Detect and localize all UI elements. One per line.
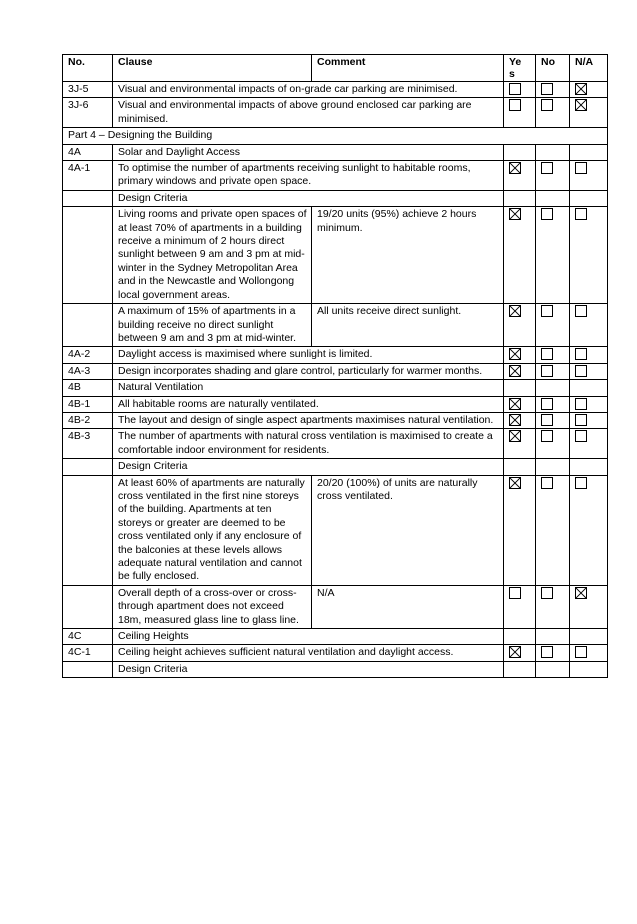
checkbox-no[interactable]: [541, 430, 553, 442]
checkbox-na[interactable]: [575, 99, 587, 111]
clause-row: [63, 363, 608, 379]
empty-cell: [504, 380, 536, 396]
checkbox-cell-yes: [504, 412, 536, 428]
col-header-comment: Comment: [312, 55, 504, 82]
checkbox-cell-yes: [504, 207, 536, 304]
criteria-text: At least 60% of apartments are naturally cross ventilated in the first nine storeys of the building. Apartments at ten storeys or greater are deemed to be cross ventilated only if any enclosure of the balconies at these levels allows adequate natural ventilation and cannot be fully enclosed.: [113, 475, 312, 585]
empty-cell: [570, 144, 608, 160]
clause-text: Ceiling height achieves sufficient natural ventilation and daylight access.: [113, 645, 504, 661]
checkbox-cell-na: [570, 161, 608, 191]
checkbox-yes[interactable]: [509, 365, 521, 377]
clause-text: Daylight access is maximised where sunlight is limited.: [113, 347, 504, 363]
section-heading-row: [63, 380, 608, 396]
col-header-na: N/A: [570, 55, 608, 82]
empty-cell: [504, 629, 536, 645]
checkbox-cell-yes: [504, 82, 536, 98]
empty-cell: [504, 190, 536, 206]
clause-text: Visual and environmental impacts of above ground enclosed car parking are minimised.: [113, 98, 504, 128]
checkbox-cell-na: [570, 475, 608, 585]
checkbox-cell-yes: [504, 645, 536, 661]
checkbox-cell-yes: [504, 363, 536, 379]
checkbox-na[interactable]: [575, 365, 587, 377]
criteria-text: Living rooms and private open spaces of at least 70% of apartments in a building receive a minimum of 2 hours direct sunlight between 9 am and 3 pm at mid-winter in the Sydney Metropolitan Area and in the Newcastle and Wollongong local government areas.: [113, 207, 312, 304]
criteria-text: A maximum of 15% of apartments in a building receive no direct sunlight between 9 am and 3 pm at mid-winter.: [113, 304, 312, 347]
checkbox-cell-na: [570, 396, 608, 412]
clause-row: [63, 347, 608, 363]
checkbox-cell-na: [570, 429, 608, 459]
checkbox-yes[interactable]: [509, 99, 521, 111]
criteria-comment: All units receive direct sunlight.: [312, 304, 504, 347]
checkbox-na[interactable]: [575, 83, 587, 95]
design-criteria-row: [63, 190, 608, 206]
design-criteria-row: [63, 459, 608, 475]
clause-row: [63, 645, 608, 661]
checkbox-cell-no: [536, 347, 570, 363]
clause-number: 4C-1: [63, 645, 113, 661]
checkbox-yes[interactable]: [509, 348, 521, 360]
checkbox-cell-no: [536, 82, 570, 98]
checkbox-cell-yes: [504, 161, 536, 191]
section-number: 4C: [63, 629, 113, 645]
checkbox-cell-na: [570, 207, 608, 304]
empty-cell: [504, 144, 536, 160]
empty-cell: [570, 661, 608, 677]
checkbox-yes[interactable]: [509, 477, 521, 489]
checkbox-cell-no: [536, 585, 570, 628]
checkbox-na[interactable]: [575, 587, 587, 599]
criteria-row: [63, 207, 608, 304]
checkbox-cell-na: [570, 98, 608, 128]
criteria-comment: 20/20 (100%) of units are naturally cross ventilated.: [312, 475, 504, 585]
checkbox-cell-na: [570, 645, 608, 661]
checkbox-cell-na: [570, 363, 608, 379]
checkbox-no[interactable]: [541, 587, 553, 599]
compliance-table: [62, 54, 608, 678]
checkbox-no[interactable]: [541, 162, 553, 174]
clause-number: 4B-1: [63, 396, 113, 412]
checkbox-cell-yes: [504, 304, 536, 347]
section-title: Solar and Daylight Access: [113, 144, 504, 160]
clause-text: To optimise the number of apartments receiving sunlight to habitable rooms, primary windows and private open space.: [113, 161, 504, 191]
criteria-row: [63, 475, 608, 585]
empty-cell: [504, 661, 536, 677]
clause-number: 4A-1: [63, 161, 113, 191]
clause-row: [63, 161, 608, 191]
criteria-text: Overall depth of a cross-over or cross-through apartment does not exceed 18m, measured glass line to glass line.: [113, 585, 312, 628]
clause-row: [63, 429, 608, 459]
clause-row: [63, 98, 608, 128]
checkbox-na[interactable]: [575, 414, 587, 426]
checkbox-yes[interactable]: [509, 646, 521, 658]
empty-cell: [536, 190, 570, 206]
clause-text: All habitable rooms are naturally ventilated.: [113, 396, 504, 412]
checkbox-no[interactable]: [541, 83, 553, 95]
empty-cell: [63, 661, 113, 677]
checkbox-cell-no: [536, 207, 570, 304]
empty-cell: [536, 661, 570, 677]
empty-cell: [536, 144, 570, 160]
checkbox-cell-na: [570, 412, 608, 428]
checkbox-cell-yes: [504, 475, 536, 585]
clause-text: Design incorporates shading and glare control, particularly for warmer months.: [113, 363, 504, 379]
checkbox-na[interactable]: [575, 305, 587, 317]
clause-number: 3J-5: [63, 82, 113, 98]
checkbox-no[interactable]: [541, 414, 553, 426]
empty-cell: [570, 380, 608, 396]
clause-number: 4A-3: [63, 363, 113, 379]
checkbox-no[interactable]: [541, 348, 553, 360]
empty-cell: [63, 459, 113, 475]
section-heading-row: [63, 144, 608, 160]
clause-text: Visual and environmental impacts of on-grade car parking are minimised.: [113, 82, 504, 98]
checkbox-cell-na: [570, 82, 608, 98]
checkbox-yes[interactable]: [509, 587, 521, 599]
section-title: Natural Ventilation: [113, 380, 504, 396]
checkbox-na[interactable]: [575, 398, 587, 410]
section-number: 4B: [63, 380, 113, 396]
design-criteria-row: [63, 661, 608, 677]
checkbox-cell-no: [536, 412, 570, 428]
clause-number: 3J-6: [63, 98, 113, 128]
clause-row: [63, 412, 608, 428]
design-criteria-label: Design Criteria: [113, 459, 504, 475]
checkbox-yes[interactable]: [509, 162, 521, 174]
col-header-clause: Clause: [113, 55, 312, 82]
checkbox-no[interactable]: [541, 477, 553, 489]
part-heading: Part 4 – Designing the Building: [63, 128, 608, 144]
checkbox-yes[interactable]: [509, 398, 521, 410]
design-criteria-label: Design Criteria: [113, 661, 504, 677]
checkbox-na[interactable]: [575, 430, 587, 442]
section-number: 4A: [63, 144, 113, 160]
checkbox-cell-yes: [504, 98, 536, 128]
clause-text: The layout and design of single aspect apartments maximises natural ventilation.: [113, 412, 504, 428]
checkbox-yes[interactable]: [509, 414, 521, 426]
empty-cell: [63, 190, 113, 206]
checkbox-cell-no: [536, 363, 570, 379]
empty-cell: [536, 629, 570, 645]
checkbox-na[interactable]: [575, 208, 587, 220]
empty-cell: [536, 380, 570, 396]
clause-number: 4B-3: [63, 429, 113, 459]
empty-cell: [63, 475, 113, 585]
clause-number: 4A-2: [63, 347, 113, 363]
checkbox-cell-no: [536, 645, 570, 661]
clause-row: [63, 396, 608, 412]
checkbox-yes[interactable]: [509, 83, 521, 95]
empty-cell: [63, 585, 113, 628]
checkbox-yes[interactable]: [509, 208, 521, 220]
checkbox-cell-na: [570, 304, 608, 347]
checkbox-na[interactable]: [575, 348, 587, 360]
checkbox-cell-no: [536, 396, 570, 412]
criteria-comment: N/A: [312, 585, 504, 628]
empty-cell: [536, 459, 570, 475]
checkbox-cell-no: [536, 304, 570, 347]
checkbox-na[interactable]: [575, 646, 587, 658]
empty-cell: [504, 459, 536, 475]
empty-cell: [63, 207, 113, 304]
clause-number: 4B-2: [63, 412, 113, 428]
empty-cell: [63, 304, 113, 347]
checkbox-cell-yes: [504, 347, 536, 363]
checkbox-cell-na: [570, 347, 608, 363]
checkbox-no[interactable]: [541, 365, 553, 377]
col-header-yes: Ye s: [504, 55, 536, 82]
checkbox-na[interactable]: [575, 477, 587, 489]
design-criteria-label: Design Criteria: [113, 190, 504, 206]
section-title: Ceiling Heights: [113, 629, 504, 645]
checkbox-cell-yes: [504, 429, 536, 459]
checkbox-no[interactable]: [541, 99, 553, 111]
empty-cell: [570, 190, 608, 206]
checkbox-no[interactable]: [541, 646, 553, 658]
checkbox-yes[interactable]: [509, 305, 521, 317]
col-header-no: No.: [63, 55, 113, 82]
criteria-comment: 19/20 units (95%) achieve 2 hours minimum.: [312, 207, 504, 304]
checkbox-no[interactable]: [541, 208, 553, 220]
section-heading-row: [63, 629, 608, 645]
checkbox-no[interactable]: [541, 398, 553, 410]
checkbox-cell-no: [536, 98, 570, 128]
checkbox-yes[interactable]: [509, 430, 521, 442]
checkbox-no[interactable]: [541, 305, 553, 317]
empty-cell: [570, 629, 608, 645]
clause-text: The number of apartments with natural cross ventilation is maximised to create a comfortable indoor environment for residents.: [113, 429, 504, 459]
criteria-row: [63, 304, 608, 347]
checkbox-cell-no: [536, 161, 570, 191]
checkbox-na[interactable]: [575, 162, 587, 174]
checkbox-cell-yes: [504, 585, 536, 628]
col-header-no-answer: No: [536, 55, 570, 82]
table-header-row: [63, 55, 608, 82]
part-heading-row: [63, 128, 608, 144]
checkbox-cell-na: [570, 585, 608, 628]
checkbox-cell-yes: [504, 396, 536, 412]
empty-cell: [570, 459, 608, 475]
checkbox-cell-no: [536, 475, 570, 585]
checkbox-cell-no: [536, 429, 570, 459]
criteria-row: [63, 585, 608, 628]
clause-row: [63, 82, 608, 98]
